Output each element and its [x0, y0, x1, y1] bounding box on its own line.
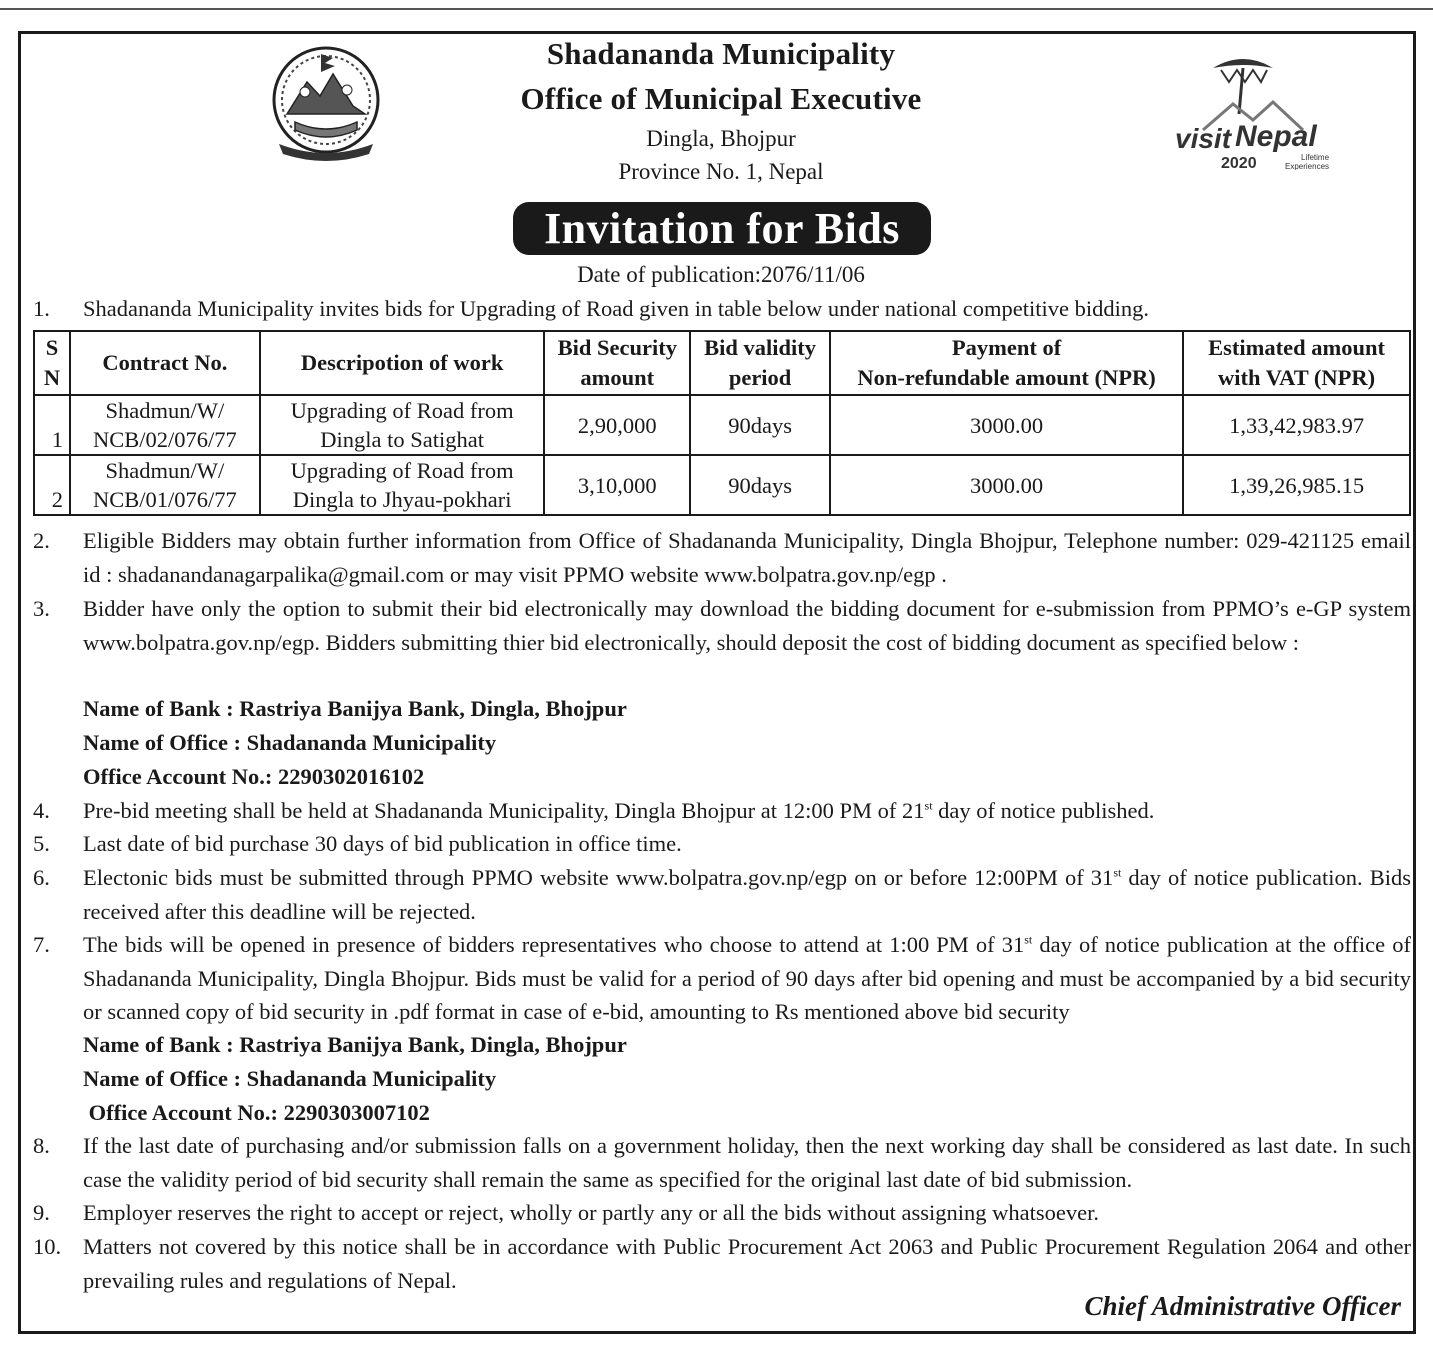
item-text: Electonic bids must be submitted through PPMO website www.bolpatra.gov.np/egp on or before 12:00PM of 31st day of notice publication. Bids received after this deadline will be rejected.	[83, 865, 1411, 924]
item-text: Matters not covered by this notice shall be in accordance with Public Procurement Act 2063 and Public Procurement Regulation 2064 and other prevailing rules and regulations of Nepal.	[83, 1234, 1411, 1293]
cell-contract: Shadmun/W/ NCB/01/076/77	[70, 455, 260, 515]
item-number: 7.	[33, 932, 50, 957]
col-estimate: Estimated amount with VAT (NPR)	[1183, 331, 1410, 395]
svg-text:visit: visit	[1175, 123, 1232, 154]
cell-contract: Shadmun/W/ NCB/02/076/77	[70, 395, 260, 455]
cell-work: Upgrading of Road from Dingla to Jhyau-pokhari	[260, 455, 545, 515]
account-number: Office Account No.: 2290302016102	[83, 764, 425, 789]
item-text: Eligible Bidders may obtain further information from Office of Shadananda Municipality, Dingla Bhojpur, Telephone number: 029-421125 email id : shadanandanagarpalika@gmail.com or may visit PPMO website www.bolpatra.gov.np/egp .	[83, 528, 1411, 587]
item-number: 4.	[33, 798, 50, 823]
publication-date: Date of publication:2076/11/06	[577, 262, 865, 287]
office-name-line: Name of Office : Shadananda Municipality	[83, 730, 497, 755]
item-number: 9.	[33, 1200, 50, 1225]
item-number: 1.	[33, 296, 50, 321]
col-sn: S N	[34, 331, 70, 395]
col-validity: Bid validity period	[690, 331, 830, 395]
cell-work: Upgrading of Road from Dingla to Satighat	[260, 395, 545, 455]
table-row	[34, 455, 1410, 515]
svg-text:Lifetime: Lifetime	[1301, 153, 1330, 162]
org-name: Shadananda Municipality	[546, 36, 896, 71]
item-number: 10.	[33, 1234, 62, 1259]
col-payment: Payment of Non-refundable amount (NPR)	[830, 331, 1183, 395]
cell-security: 3,10,000	[544, 455, 690, 515]
item-number: 8.	[33, 1133, 50, 1158]
bank-name: Name of Bank : Rastriya Banijya Bank, Dingla, Bhojpur	[83, 696, 627, 721]
cell-payment: 3000.00	[830, 455, 1183, 515]
cell-estimate: 1,39,26,985.15	[1183, 455, 1410, 515]
location: Dingla, Bhojpur	[646, 126, 796, 151]
svg-text:Experiences: Experiences	[1285, 162, 1330, 170]
col-security: Bid Security amount	[544, 331, 690, 395]
item-text: Bidder have only the option to submit their bid electronically may download the bidding document for e-submission from PPMO’s e-GP system www.bolpatra.gov.np/egp. Bidders submitting thier bid electronically, should deposit the cost of bidding document as specified below :	[83, 596, 1411, 655]
item-number: 5.	[33, 831, 50, 856]
item-number: 6.	[33, 865, 50, 890]
item-text: If the last date of purchasing and/or submission falls on a government holiday, then the next working day shall be considered as last date. In such case the validity period of bid security shall remain the same as specified for the original last date of bid submission.	[83, 1133, 1411, 1192]
signature-title: Chief Administrative Officer	[1084, 1291, 1401, 1321]
item-text: Shadananda Municipality invites bids for Upgrading of Road given in table below under national competitive bidding.	[83, 296, 1150, 321]
item-number: 2.	[33, 528, 50, 553]
bids-table	[33, 330, 1411, 516]
item-text: Employer reserves the right to accept or reject, wholly or partly any or all the bids without assigning whatsoever.	[83, 1200, 1099, 1225]
item-number: 3.	[33, 596, 50, 621]
cell-estimate: 1,33,42,983.97	[1183, 395, 1410, 455]
office-name-line: Name of Office : Shadananda Municipality	[83, 1066, 497, 1091]
col-description: Descripotion of work	[260, 331, 545, 395]
cell-security: 2,90,000	[544, 395, 690, 455]
top-rule	[0, 8, 1433, 10]
cell-payment: 3000.00	[830, 395, 1183, 455]
col-contract: Contract No.	[70, 331, 260, 395]
cell-validity: 90days	[690, 395, 830, 455]
svg-text:Nepal: Nepal	[1235, 120, 1317, 153]
cell-validity: 90days	[690, 455, 830, 515]
table-header-row	[34, 331, 1410, 395]
notice-frame	[18, 31, 1416, 1334]
svg-text:2020: 2020	[1221, 155, 1257, 170]
item-text: The bids will be opened in presence of bidders representatives who choose to attend at 1:00 PM of 31st day of notice publication at the office of Shadananda Municipality, Dingla Bhojpur. Bids must be valid for a period of 90 days after bid opening and must be accompanied by a bid security or scanned copy of bid security in .pdf format in case of e-bid, amounting to Rs mentioned above bid security	[83, 932, 1411, 1024]
cell-sn: 1	[34, 395, 70, 455]
visit-nepal-2020-logo-icon	[1173, 48, 1343, 170]
table-row	[34, 395, 1410, 455]
item-text: Last date of bid purchase 30 days of bid publication in office time.	[83, 831, 682, 856]
nepal-government-emblem-icon	[265, 44, 387, 164]
office-name: Office of Municipal Executive	[520, 81, 922, 116]
province: Province No. 1, Nepal	[618, 159, 824, 184]
account-number: Office Account No.: 2290303007102	[83, 1100, 430, 1125]
cell-sn: 2	[34, 455, 70, 515]
notice-title: Invitation for Bids	[513, 202, 931, 255]
item-text: Pre-bid meeting shall be held at Shadananda Municipality, Dingla Bhojpur at 12:00 PM of 21st day of notice published.	[83, 798, 1155, 823]
bank-name: Name of Bank : Rastriya Banijya Bank, Dingla, Bhojpur	[83, 1032, 627, 1057]
